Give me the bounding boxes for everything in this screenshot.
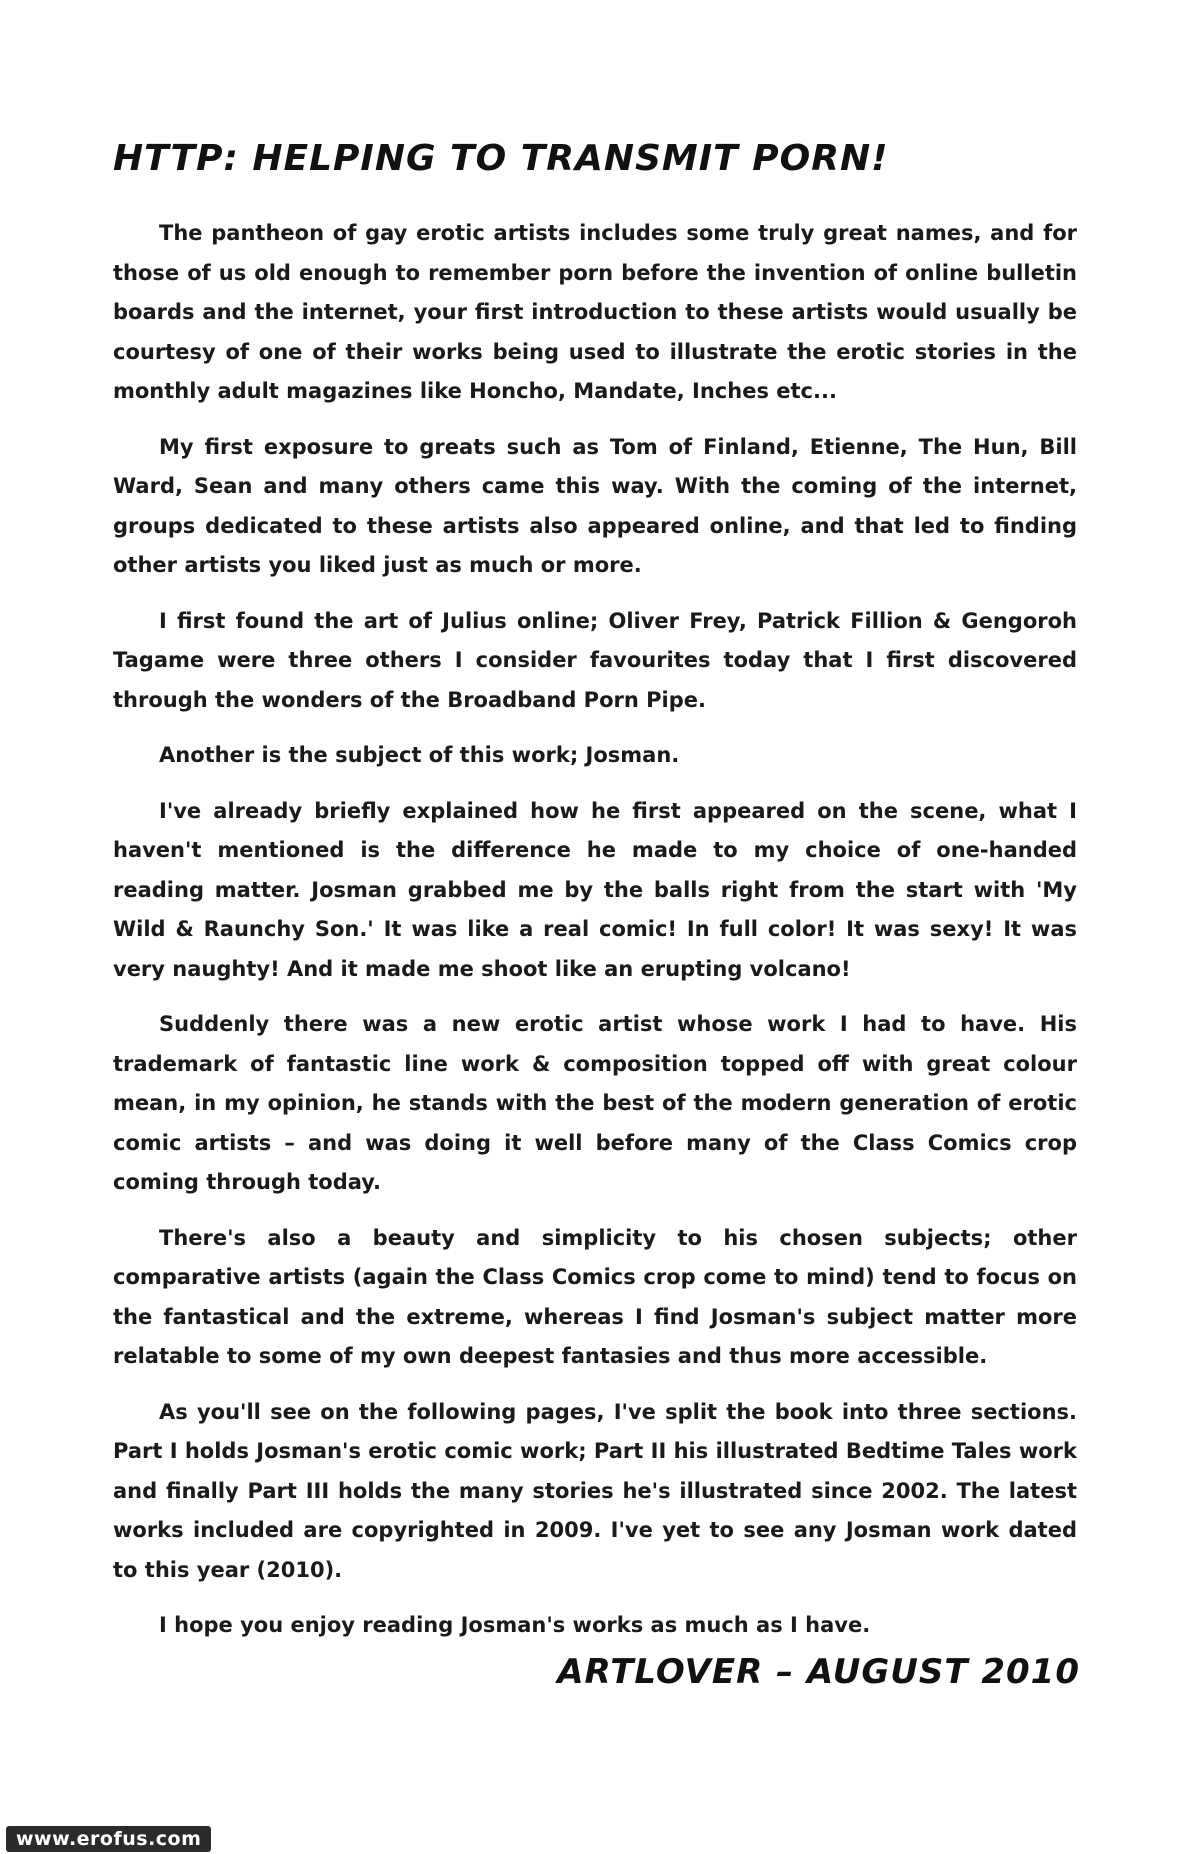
footer bbox=[0, 1822, 1200, 1854]
signature: ARTLOVER – AUGUST 2010 bbox=[557, 1652, 1080, 1692]
paragraph-6: Suddenly there was a new erotic artist whose work I had to have. His trademark of fantastic line work & composition topped off with great colour mean, in my opinion, he stands with the best of the modern generation of erotic comic artists – and was doing it well before many of the Class Comics crop coming through today. bbox=[113, 1012, 1077, 1194]
paragraph-4: Another is the subject of this work; Josman. bbox=[159, 743, 680, 767]
paragraph-9: I hope you enjoy reading Josman's works as much as I have. bbox=[159, 1613, 871, 1637]
page-title: HTTP: HELPING TO TRANSMIT PORN! bbox=[113, 138, 889, 179]
paragraph-1: The pantheon of gay erotic artists includes some truly great names, and for those of us old enough to remember porn before the invention of online bulletin boards and the internet, your first introduction to these artists would usually be courtesy of one of their works being used to illustrate the erotic stories in the monthly adult magazines like Honcho, Mandate, Inches etc... bbox=[113, 221, 1077, 403]
watermark-label: www.erofus.com bbox=[6, 1826, 211, 1852]
paragraph-7: There's also a beauty and simplicity to his chosen subjects; other comparative artists (again the Class Comics crop come to mind) tend to focus on the fantastical and the extreme, whereas I find Josman's subject matter more relatable to some of my own deepest fantasies and thus more accessible. bbox=[113, 1225, 1077, 1368]
paragraph-8: As you'll see on the following pages, I've split the book into three sections. Part I holds Josman's erotic comic work; Part II his illustrated Bedtime Tales work and finally Part III holds the many stories he's illustrated since 2002. The latest works included are copyrighted in 2009. I've yet to see any Josman work dated to this year (2010). bbox=[113, 1399, 1077, 1582]
article-body bbox=[113, 214, 1077, 1662]
paragraph-3: I first found the art of Julius online; Oliver Frey, Patrick Fillion & Gengoroh Tagame were three others I consider favourites today that I first discovered through the wonders of the Broadband Porn Pipe. bbox=[113, 608, 1077, 712]
paragraph-5: I've already briefly explained how he first appeared on the scene, what I haven't mentioned is the difference he made to my choice of one-handed reading matter. Josman grabbed me by the balls right from the start with 'My Wild & Raunchy Son.' It was like a real comic! In full color! It was sexy! It was very naughty! And it made me shoot like an erupting volcano! bbox=[113, 798, 1077, 981]
paragraph-2: My first exposure to greats such as Tom of Finland, Etienne, The Hun, Bill Ward, Sean and many others came this way. With the coming of the internet, groups dedicated to these artists also appeared online, and that led to finding other artists you liked just as much or more. bbox=[113, 434, 1077, 577]
